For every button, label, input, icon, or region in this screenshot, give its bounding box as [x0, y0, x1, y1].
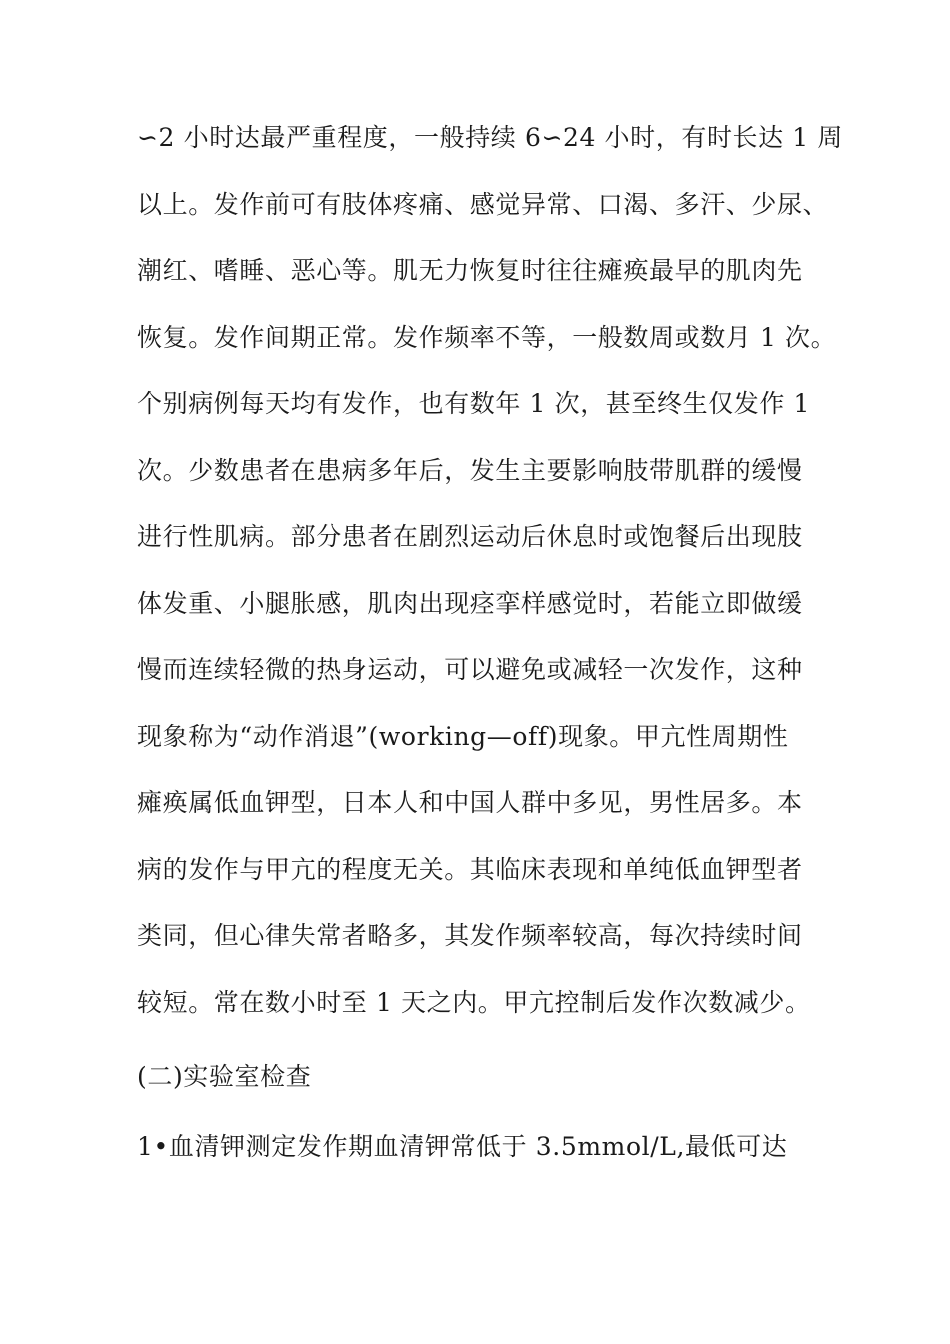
paragraph-line: 病的发作与甲亢的程度无关。其临床表现和单纯低血钾型者 [137, 854, 803, 884]
paragraph-line: ∽2 小时达最严重程度，一般持续 6∽24 小时，有时长达 1 周 [137, 123, 843, 152]
paragraph-line: 慢而连续轻微的热身运动，可以避免或减轻一次发作，这种 [137, 655, 803, 684]
paragraph-line: 较短。常在数小时至 1 天之内。甲亢控制后发作次数减少。 [137, 987, 811, 1017]
paragraph-line: 个别病例每天均有发作，也有数年 1 次，甚至终生仅发作 1 [137, 389, 811, 418]
paragraph-line: 恢复。发作间期正常。发作频率不等，一般数周或数月 1 次。 [137, 322, 837, 352]
paragraph-line: 现象称为“动作消退”(working—off)现象。甲亢性周期性 [137, 721, 789, 751]
body-paragraph [137, 118, 843, 1049]
paragraph-line: 进行性肌病。部分患者在剧烈运动后休息时或饱餐后出现肢 [137, 522, 803, 551]
paragraph-line: 类同，但心律失常者略多，其发作频率较高，每次持续时间 [137, 921, 803, 950]
paragraph-line: 以上。发作前可有肢体疼痛、感觉异常、口渴、多汗、少尿、 [137, 189, 829, 219]
paragraph-line: 潮红、嗜睡、恶心等。肌无力恢复时往往瘫痪最早的肌肉先 [137, 256, 803, 285]
paragraph-line: 体发重、小腿胀感，肌肉出现痉挛样感觉时，若能立即做缓 [137, 588, 803, 618]
lab-section [137, 1057, 837, 1197]
paragraph-line: 次。少数患者在患病多年后，发生主要影响肢带肌群的缓慢 [137, 455, 803, 485]
list-item: 1•血清钾测定发作期血清钾常低于 3.5mmol/L,最低可达 [137, 1132, 788, 1161]
section-heading: (二)实验室检查 [137, 1062, 312, 1091]
paragraph-line: 瘫痪属低血钾型，日本人和中国人群中多见，男性居多。本 [137, 788, 803, 817]
